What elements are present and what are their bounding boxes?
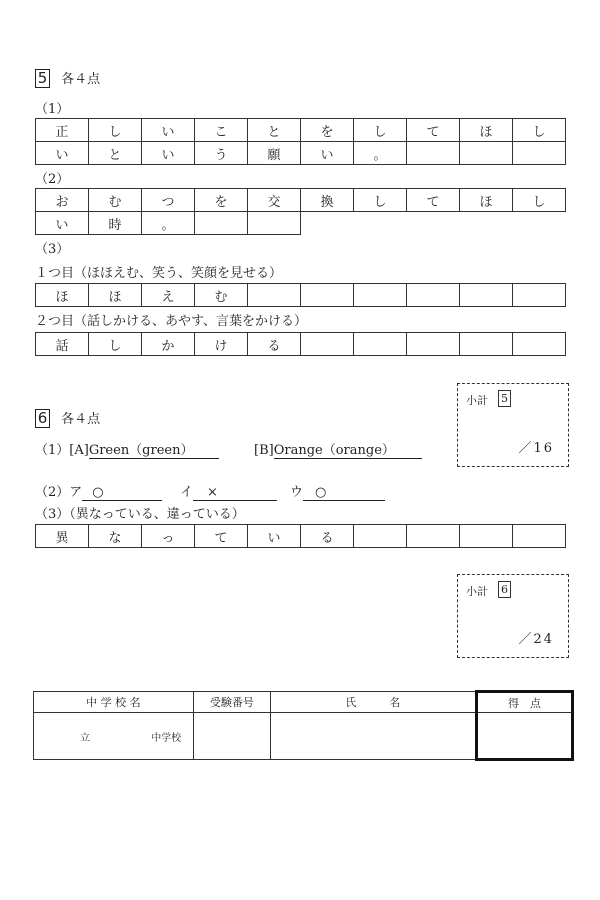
q5-points: 各４点 [61, 72, 101, 87]
answer-cell[interactable] [354, 333, 407, 356]
answer-cell[interactable]: む [89, 189, 142, 212]
answer-cell[interactable]: む [195, 284, 248, 307]
student-name-cell[interactable] [270, 713, 476, 760]
answer-cell[interactable]: 時 [89, 212, 142, 235]
answer-cell[interactable]: い [36, 142, 89, 165]
school-name-header: 中 学 校 名 [34, 692, 194, 713]
answer-cell[interactable]: け [195, 333, 248, 356]
answer-cell[interactable]: つ [142, 189, 195, 212]
q6-p2-u-answer: ○ [303, 485, 385, 501]
answer-cell[interactable] [354, 284, 407, 307]
answer-cell[interactable] [460, 284, 513, 307]
answer-cell[interactable]: て [407, 189, 460, 212]
answer-cell[interactable] [301, 284, 354, 307]
answer-cell[interactable]: し [89, 119, 142, 142]
exam-number-cell[interactable] [193, 713, 270, 760]
q6-p1-a-tag: [A] [69, 443, 89, 458]
answer-cell[interactable]: こ [195, 119, 248, 142]
q6-p2-u-tag: ウ [290, 485, 304, 500]
answer-cell[interactable] [248, 284, 301, 307]
q5-p3-second-grid [35, 332, 566, 356]
q6-p2-row [35, 481, 162, 501]
answer-cell[interactable]: う [195, 142, 248, 165]
q6-p1-b-tag: [B] [254, 443, 274, 458]
answer-cell[interactable]: 願 [248, 142, 301, 165]
answer-cell[interactable]: か [142, 333, 195, 356]
answer-cell[interactable]: て [407, 119, 460, 142]
q6-p3-label: （3）（異なっている、違っている） [35, 507, 245, 522]
answer-cell[interactable]: ほ [36, 284, 89, 307]
answer-cell[interactable]: て [195, 525, 248, 548]
answer-cell[interactable]: し [89, 333, 142, 356]
answer-cell[interactable]: る [248, 333, 301, 356]
answer-cell[interactable]: を [195, 189, 248, 212]
q6-p2-a-tag: ア [69, 485, 83, 500]
q5-p3-second-label: ２つ目（話しかける、あやす、言葉をかける） [35, 314, 307, 329]
answer-cell[interactable]: な [89, 525, 142, 548]
answer-cell[interactable]: 。 [354, 142, 407, 165]
answer-cell[interactable] [248, 212, 301, 235]
answer-cell[interactable]: 話 [36, 333, 89, 356]
answer-cell[interactable] [513, 333, 566, 356]
q6-p2-i-row [180, 481, 277, 501]
score-header: 得 点 [476, 692, 572, 713]
q6-p2-label: （2） [35, 485, 70, 500]
q5-p1-label: （1） [35, 102, 70, 117]
answer-cell[interactable]: ほ [460, 189, 513, 212]
answer-cell[interactable]: 異 [36, 525, 89, 548]
answer-cell[interactable]: い [142, 142, 195, 165]
answer-cell[interactable] [460, 142, 513, 165]
answer-cell[interactable]: し [354, 189, 407, 212]
exam-number-header: 受験番号 [193, 692, 270, 713]
q6-p2-i-tag: イ [180, 485, 194, 500]
q5-p3-first-label: １つ目（ほほえむ、笑う、笑顔を見せる） [35, 266, 283, 281]
q5-subtotal-number: 5 [498, 390, 511, 407]
q6-p1-label: （1） [35, 443, 70, 458]
answer-cell[interactable] [513, 284, 566, 307]
q5-subtotal-label: 小計 [466, 394, 488, 407]
q5-p1-answer-grid [35, 118, 566, 165]
answer-cell[interactable]: 換 [301, 189, 354, 212]
answer-cell[interactable] [354, 525, 407, 548]
q5-subtotal-box [457, 383, 569, 467]
answer-cell[interactable]: 正 [36, 119, 89, 142]
q6-p3-answer-grid [35, 524, 566, 548]
q6-p1-a-answer: Green（green） [89, 439, 219, 459]
answer-cell[interactable]: し [513, 119, 566, 142]
answer-cell[interactable]: い [301, 142, 354, 165]
q6-number: 6 [35, 409, 50, 428]
q6-p1-row [35, 439, 219, 459]
score-cell[interactable] [476, 713, 572, 760]
answer-cell[interactable] [460, 333, 513, 356]
answer-cell[interactable]: え [142, 284, 195, 307]
q6-subtotal-number: 6 [498, 581, 511, 598]
q6-subtotal-label: 小計 [466, 585, 488, 598]
q6-p1-b-answer: Orange（orange） [274, 439, 422, 459]
q6-header [35, 408, 100, 428]
answer-cell[interactable]: し [513, 189, 566, 212]
student-name-header: 氏 名 [270, 692, 476, 713]
q6-p1-b-row [254, 439, 422, 459]
q5-p3-first-grid [35, 283, 566, 307]
answer-cell[interactable]: と [89, 142, 142, 165]
answer-cell[interactable]: し [354, 119, 407, 142]
answer-cell[interactable] [407, 333, 460, 356]
answer-cell[interactable]: と [248, 119, 301, 142]
answer-cell[interactable]: い [248, 525, 301, 548]
q6-subtotal-value: ／24 [518, 632, 554, 647]
answer-cell[interactable] [513, 142, 566, 165]
answer-cell[interactable]: 交 [248, 189, 301, 212]
student-info-table [33, 690, 574, 761]
q6-p2-a-answer: ○ [82, 485, 162, 501]
q6-subtotal-box [457, 574, 569, 658]
answer-cell[interactable]: ほ [460, 119, 513, 142]
q5-subtotal-value: ／16 [518, 441, 554, 456]
q5-p2-label: （2） [35, 172, 70, 187]
answer-cell[interactable] [513, 525, 566, 548]
answer-cell[interactable]: お [36, 189, 89, 212]
q6-p2-u-row [290, 481, 385, 501]
answer-cell[interactable] [301, 333, 354, 356]
answer-cell[interactable]: ほ [89, 284, 142, 307]
q5-number: 5 [35, 69, 50, 88]
school-name-cell[interactable] [34, 713, 194, 760]
answer-cell[interactable]: っ [142, 525, 195, 548]
prefecture-suffix: 立 [80, 732, 90, 744]
q6-p2-i-answer: × [193, 485, 277, 501]
answer-cell[interactable]: る [301, 525, 354, 548]
answer-cell[interactable] [460, 525, 513, 548]
answer-cell[interactable] [195, 212, 248, 235]
q5-header [35, 68, 100, 88]
answer-cell[interactable]: を [301, 119, 354, 142]
school-suffix: 中学校 [151, 732, 182, 744]
answer-cell[interactable]: い [36, 212, 89, 235]
answer-cell[interactable]: 。 [142, 212, 195, 235]
answer-cell[interactable] [407, 525, 460, 548]
q5-p2-answer-grid [35, 188, 566, 235]
answer-cell[interactable] [407, 284, 460, 307]
q5-p3-label: （3） [35, 242, 70, 257]
answer-cell[interactable]: い [142, 119, 195, 142]
answer-cell[interactable] [407, 142, 460, 165]
q6-points: 各４点 [61, 412, 101, 427]
